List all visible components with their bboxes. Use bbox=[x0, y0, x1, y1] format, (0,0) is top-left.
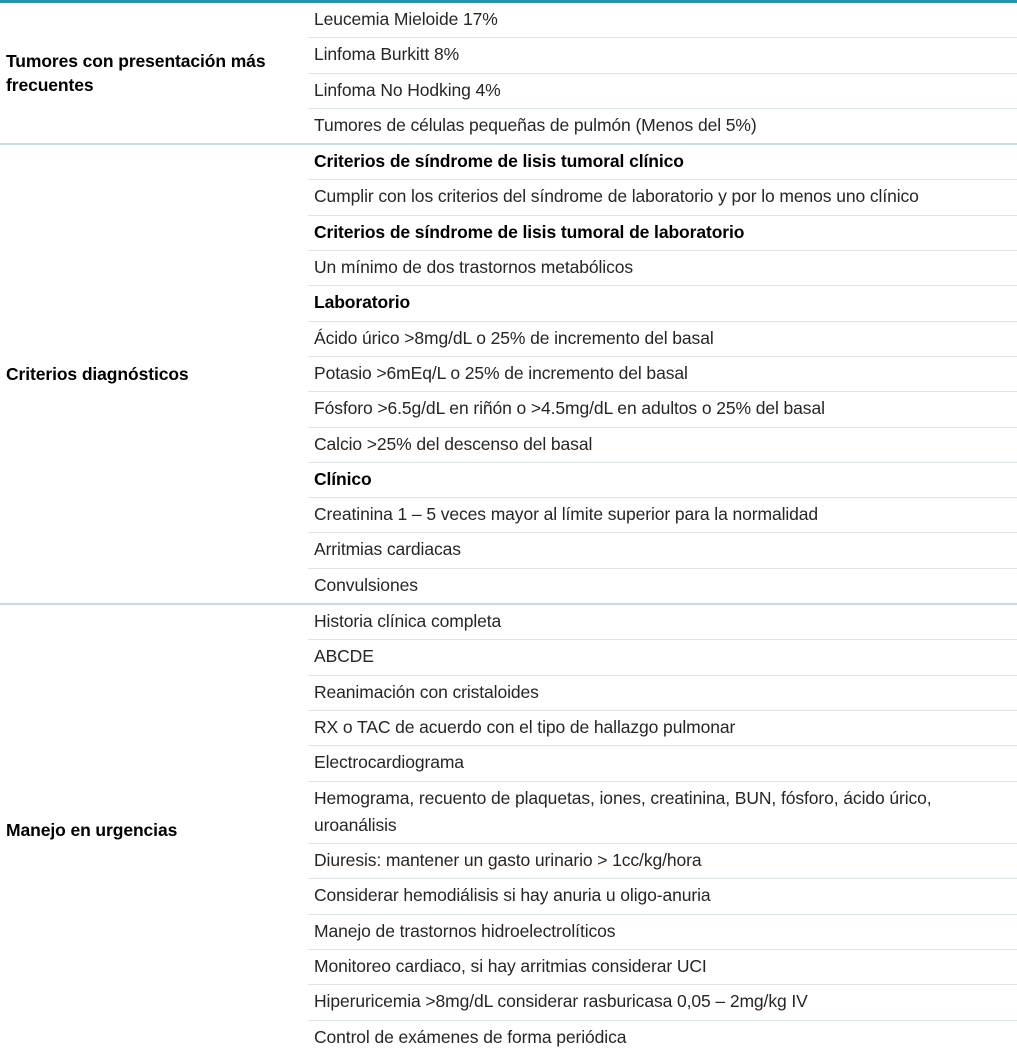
table-row: Diuresis: mantener un gasto urinario > 1cc/kg/hora bbox=[308, 843, 1017, 878]
table-row: Potasio >6mEq/L o 25% de incremento del basal bbox=[308, 356, 1017, 391]
table-section bbox=[0, 143, 1017, 603]
table-row: Considerar hemodiálisis si hay anuria u oligo-anuria bbox=[308, 878, 1017, 913]
table-row: Monitoreo cardiaco, si hay arritmias considerar UCI bbox=[308, 949, 1017, 984]
table-row: Historia clínica completa bbox=[314, 611, 502, 632]
table-row: Cumplir con los criterios del síndrome de laboratorio y por lo menos uno clínico bbox=[308, 179, 1017, 214]
table-section bbox=[0, 603, 1017, 1055]
table-row: Linfoma No Hodking 4% bbox=[308, 73, 1017, 108]
row-subheading: Criterios de síndrome de lisis tumoral de laboratorio bbox=[308, 215, 1017, 250]
table-section bbox=[0, 3, 1017, 143]
table-row: Reanimación con cristaloides bbox=[308, 675, 1017, 710]
table-row: Manejo de trastornos hidroelectrolíticos bbox=[308, 914, 1017, 949]
table-row: Electrocardiograma bbox=[308, 745, 1017, 780]
table-row: ABCDE bbox=[308, 639, 1017, 674]
section-rows bbox=[308, 145, 1017, 603]
table-row: Leucemia Mieloide 17% bbox=[314, 9, 498, 29]
section-label: Criterios diagnósticos bbox=[6, 364, 189, 385]
table-row: Hemograma, recuento de plaquetas, iones, creatinina, BUN, fósforo, ácido úrico, uroanálisis bbox=[308, 781, 1017, 844]
table-row: Calcio >25% del descenso del basal bbox=[308, 427, 1017, 462]
section-label: Tumores con presentación más frecuentes bbox=[6, 50, 266, 96]
table-row: Linfoma Burkitt 8% bbox=[308, 37, 1017, 72]
table-row: Ácido úrico >8mg/dL o 25% de incremento del basal bbox=[308, 321, 1017, 356]
table-row: Creatinina 1 – 5 veces mayor al límite superior para la normalidad bbox=[308, 497, 1017, 532]
row-subheading: Criterios de síndrome de lisis tumoral clínico bbox=[314, 151, 684, 172]
table-row: Arritmias cardiacas bbox=[308, 532, 1017, 567]
table-row: Convulsiones bbox=[308, 568, 1017, 603]
row-subheading: Clínico bbox=[308, 462, 1017, 497]
table-row: Control de exámenes de forma periódica bbox=[308, 1020, 1017, 1055]
section-rows bbox=[308, 605, 1017, 1055]
table-row: Tumores de células pequeñas de pulmón (Menos del 5%) bbox=[308, 108, 1017, 143]
table-row: RX o TAC de acuerdo con el tipo de hallazgo pulmonar bbox=[308, 710, 1017, 745]
section-rows bbox=[308, 3, 1017, 143]
section-label: Manejo en urgencias bbox=[6, 819, 178, 840]
table-row: Un mínimo de dos trastornos metabólicos bbox=[308, 250, 1017, 285]
row-subheading: Laboratorio bbox=[308, 285, 1017, 320]
table-row: Hiperuricemia >8mg/dL considerar rasburicasa 0,05 – 2mg/kg IV bbox=[308, 984, 1017, 1019]
table-row: Fósforo >6.5g/dL en riñón o >4.5mg/dL en adultos o 25% del basal bbox=[308, 391, 1017, 426]
